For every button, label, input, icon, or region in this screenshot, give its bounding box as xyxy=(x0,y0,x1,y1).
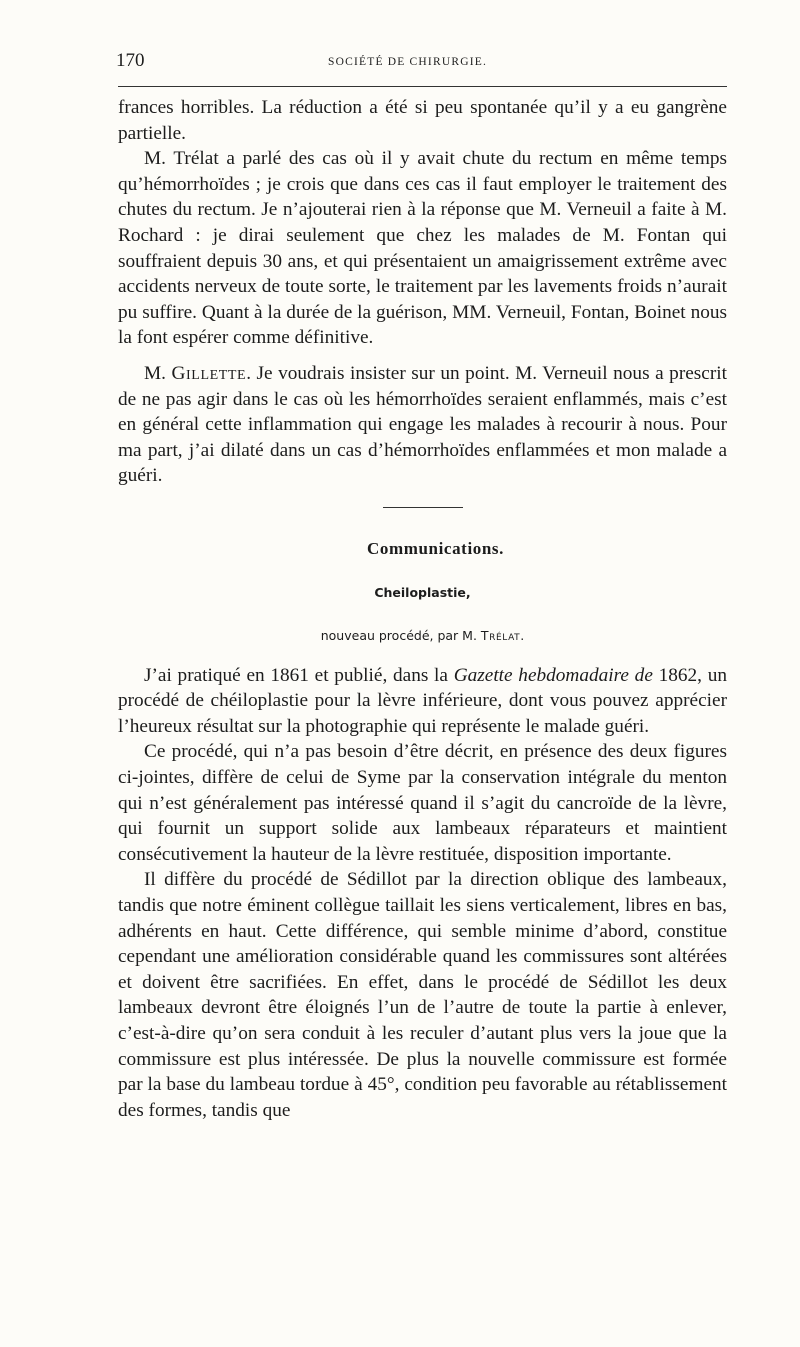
section-heading: Communications. xyxy=(367,538,504,558)
speaker-name: Gillette xyxy=(171,362,247,384)
page xyxy=(118,50,727,1123)
journal-title: SOCIÉTÉ DE CHIRURGIE. xyxy=(328,56,488,68)
article-title: Cheiloplastie, xyxy=(374,584,471,600)
byline-prefix: nouveau procédé, par M. xyxy=(320,628,477,644)
article-paragraph-3: Il diffère du procédé de Sédillot par la direction oblique des lambeaux, tandis que notre éminent collègue taillait les siens verticalement, libres en bas, adhérents en haut. Cette différence, qui semble minime d’abord, constitue cependant une amélioration considérable quand les commissures sont altérées et doivent être sacrifiées. En effet, dans le procédé de Sédillot les deux lambeaux devront être éloignés l’un de l’autre de toute la partie à enlever, c’est-à-dire qu’on sera conduit à les reculer d’autant plus vers la joue que la commissure est plus intéressée. De plus la nouvelle commissure est formée par la base du lambeau tordue à 45°, condition peu favorable au rétablissement des formes, tandis que xyxy=(118,869,727,1121)
paragraph-gillette xyxy=(118,361,727,489)
byline-author: Trélat xyxy=(480,628,521,644)
section-divider xyxy=(383,507,463,508)
paragraph-continuation: frances horribles. La réduction a été si peu spontanée qu’il y a eu gangrène partielle. xyxy=(118,97,727,144)
running-head xyxy=(118,50,727,74)
page-number: 170 xyxy=(116,50,145,71)
journal-reference: Gazette hebdomadaire de xyxy=(453,664,653,686)
article-byline xyxy=(118,623,727,649)
article-paragraph-2: Ce procédé, qui n’a pas besoin d’être décrit, en présence des deux figures ci-jointes, diffère de celui de Syme par la conservation intégrale du menton qui n’est généralement pas intéressé quand il s’agit du cancroïde de la lèvre, qui fournit un support solide aux lambeaux réparateurs et maintient consécutivement la hauteur de la lèvre restituée, disposition importante. xyxy=(118,741,727,865)
article-p1-part1: J’ai pratiqué en 1861 et publié, dans la xyxy=(144,664,454,686)
header-rule xyxy=(118,86,727,87)
gillette-remarks: . Je voudrais insister sur un point. M. Verneuil nous a prescrit de ne pas agir dans le cas où les hémorrhoïdes seraient enflammés, mais c’est en général cette inflammation qui engage les malades à recourir à nous. Pour ma part, j’ai dilaté dans un cas d’hémorrhoïdes enflammées et mon malade a guéri. xyxy=(118,362,727,487)
byline-suffix: . xyxy=(520,628,525,644)
paragraph-trelat-discussion: M. Trélat a parlé des cas où il y avait chute du rectum en même temps qu’hémorrhoïdes ; je crois que dans ces cas il faut employer le traitement des chutes du rectum. Je n’ajouterai rien à la réponse que M. Verneuil a faite à M. Rochard : je dirai seulement que chez les malades de M. Fontan qui souffraient depuis 30 ans, et qui présentaient un amaigrissement extrême avec accidents nerveux de toute sorte, le traitement par les lavements froids n’aurait pu suffire. Quant à la durée de la guérison, MM. Verneuil, Fontan, Boinet nous la font espérer comme définitive. xyxy=(118,148,727,349)
article-p1-part2: 1862, un procédé de chéiloplastie pour la lèvre inférieure, dont vous pouvez apprécier l’heureux résultat sur la photographie qui représente le malade guéri. xyxy=(118,664,727,737)
speaker-prefix: M. xyxy=(144,362,166,384)
article-paragraph-1 xyxy=(118,663,727,740)
body-text xyxy=(118,95,727,1123)
